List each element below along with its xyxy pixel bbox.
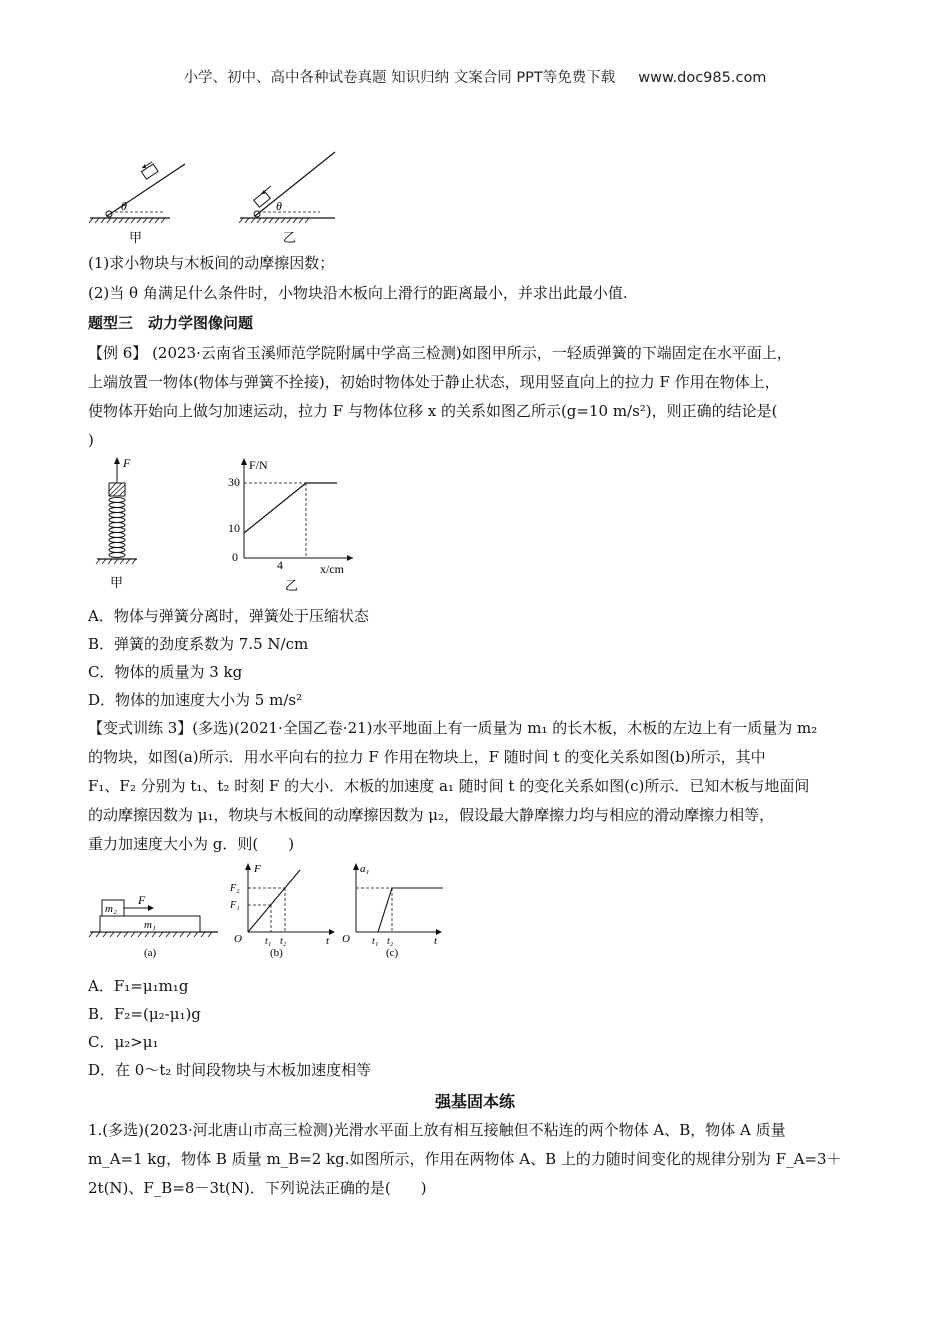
variant3-line5: 重力加速度大小为 g．则( ) [88,835,295,853]
y-axis-label: F/N [249,458,268,472]
force-arrow-icon [114,457,120,464]
x-axis-arrow-icon [347,555,353,561]
F-label-a: F [138,893,146,907]
variant3-line1: 【变式训练 3】(多选)(2021·全国乙卷·21)水平地面上有一质量为 m₁ 的长木板，木板的左边上有一质量为 m₂ [88,719,818,737]
section-title-strong: 强基固本练 [434,1092,515,1111]
origin-label-b: O [234,933,242,945]
t1-label-c: t₁ [372,936,379,947]
caption-a: (a) [144,947,157,959]
example6-option-a: A．物体与弹簧分离时，弹簧处于压缩状态 [88,607,369,625]
t-axis-label-c: t [434,935,438,947]
figure-c-a-t [342,863,443,959]
example6-line3: 使物体开始向上做匀加速运动，拉力 F 与物体位移 x 的关系如图乙所示(g=10 m/s²)，则正确的结论是( [88,402,778,420]
section-title-type3: 题型三 动力学图像问题 [88,314,254,332]
example6-option-d: D．物体的加速度大小为 5 m/s² [88,691,303,709]
t-axis-label-b: t [326,935,330,947]
origin-label-c: O [342,933,350,945]
caption-c: (c) [386,947,399,959]
q1-line3: 2t(N)、F_B=8－3t(N)．下列说法正确的是( ) [88,1179,427,1197]
y-axis-arrow-icon [241,458,247,465]
variant3-option-c: C．μ₂>μ₁ [88,1033,159,1051]
F2-label: F₂ [230,883,240,894]
incline-figure-b [239,152,335,245]
q1-line1: 1.(多选)(2023·河北唐山市高三检测)光滑水平面上放有相互接触但不粘连的两个物体 A、B，物体 A 质量 [88,1121,786,1139]
fx-chart [225,455,360,600]
theta-label-b: θ [276,199,282,213]
m2-label: m₂ [105,903,117,915]
figure-a-blocks [89,893,218,959]
theta-label-a: θ [121,199,127,213]
incline-figure-a [89,162,185,245]
force-label: F [123,456,131,470]
page-header: 小学、初中、高中各种试卷真题 知识归纳 文案合同 PPT等免费下载 www.doc985.com [183,70,767,86]
spring-figure-label: 甲 [110,575,124,590]
a1-axis-label: a₁ [360,863,370,875]
variant3-line3: F₁、F₂ 分别为 t₁、t₂ 时刻 F 的大小．木板的加速度 a₁ 随时间 t 的变化关系如图(c)所示．已知木板与地面间 [88,777,810,795]
example6-line4: ) [88,431,94,449]
t1-label-b: t₁ [265,936,272,947]
figure-b-F-t [229,863,335,959]
fx-series-line [244,483,337,533]
incline-figures [85,150,345,245]
example6-option-b: B．弹簧的劲度系数为 7.5 N/cm [88,635,309,653]
variant3-line2: 的物块，如图(a)所示．用水平向右的拉力 F 作用在物块上，F 随时间 t 的变化关系如图(b)所示，其中 [88,748,766,766]
q1-line2: m_A=1 kg，物体 B 质量 m_B=2 kg.如图所示，作用在两物体 A、B 上的力随时间变化的规律分别为 F_A=3＋ [88,1150,842,1168]
example6-line2: 上端放置一物体(物体与弹簧不拴接)，初始时物体处于静止状态，现用竖直向上的拉力 F 作用在物体上， [88,373,780,391]
spring-figure [92,455,152,595]
variant3-option-a: A．F₁=μ₁m₁g [88,977,189,995]
example6-option-c: C．物体的质量为 3 kg [88,663,243,681]
t2-label-b: t₂ [280,936,287,947]
caption-b: (b) [270,947,283,959]
force-arrow-right-icon [148,905,154,911]
F1-label: F₁ [230,900,240,911]
variant3-line4: 的动摩擦因数为 μ₁，物块与木板间的动摩擦因数为 μ₂，假设最大静摩擦力均与相应的滑动摩擦力相等， [88,806,775,824]
t2-label-c: t₂ [387,936,394,947]
y-tick-30: 30 [228,475,240,489]
example6-line1: 【例 6】 (2023·云南省玉溪师范学院附属中学高三检测)如图甲所示，一轻质弹簧的下端固定在水平面上， [88,344,792,362]
y-tick-10: 10 [228,521,240,535]
variant3-option-b: B．F₂=(μ₂-μ₁)g [88,1005,201,1023]
figure-label-yi: 乙 [283,230,297,245]
chart-figure-label: 乙 [285,578,299,593]
y-tick-0: 0 [232,550,238,564]
question-2: (2)当 θ 角满足什么条件时，小物块沿木板向上滑行的距离最小，并求出此最小值. [88,284,628,302]
x-tick-4: 4 [277,558,283,572]
m1-label: m₁ [144,919,156,931]
question-1: (1)求小物块与木板间的动摩擦因数； [88,254,335,272]
x-axis-label: x/cm [320,562,344,576]
variant3-option-d: D．在 0～t₂ 时间段物块与木板加速度相等 [88,1061,372,1079]
F-axis-label-b: F [254,863,261,875]
variant3-figures [88,860,458,960]
figure-label-jia: 甲 [129,230,143,245]
